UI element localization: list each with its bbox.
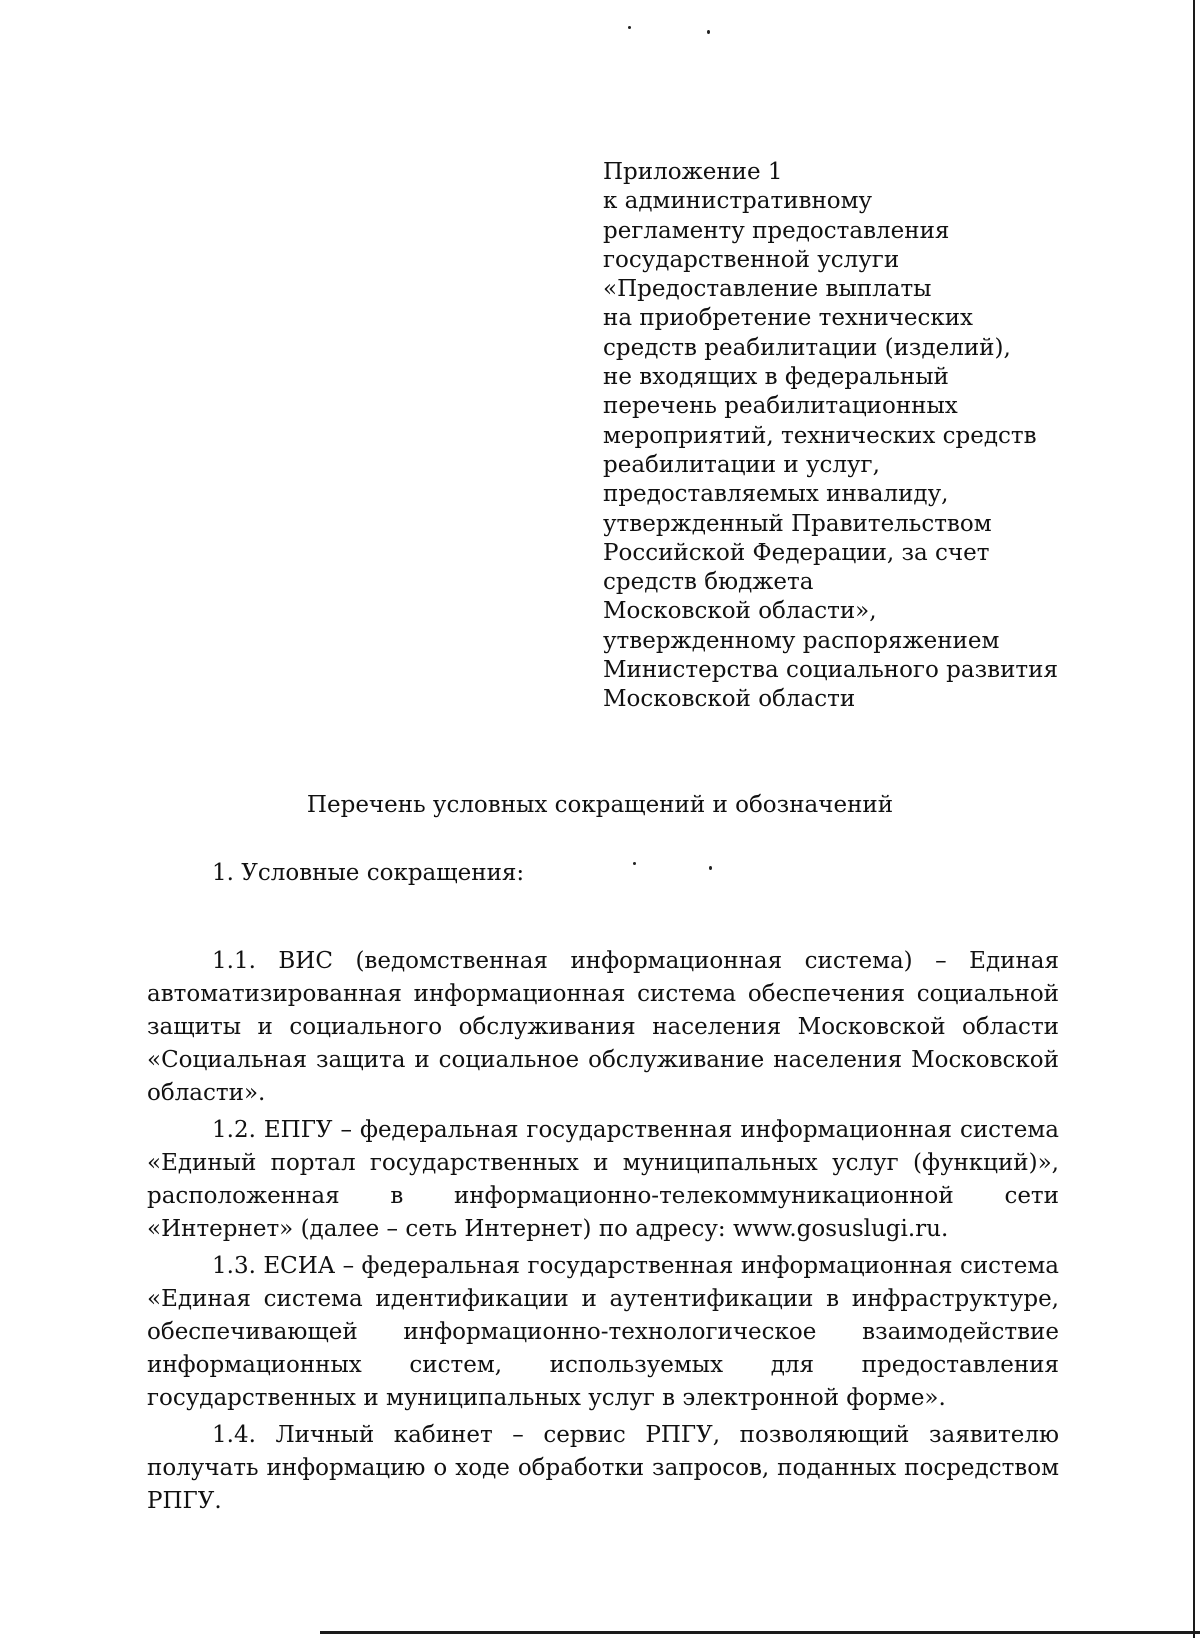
definition-item: 1.2. ЕПГУ – федеральная государственная информационная система «Единый портал государственных и муниципальных услуг (функций)», расположенная в информационно-телекоммуникационной сети «Интернет» (далее – сеть Интернет) по адресу: www.gosuslugi.ru. — [147, 1117, 1059, 1242]
appendix-line: средств реабилитации (изделий), — [603, 334, 1011, 361]
appendix-line: Московской области — [603, 686, 856, 713]
appendix-line: утвержденный Правительством — [603, 510, 992, 537]
appendix-line: Московской области», — [603, 598, 877, 625]
definition-item: 1.1. ВИС (ведомственная информационная система) – Единая автоматизированная информационная система обеспечения социальной защиты и социального обслуживания населения Московской области «Социальная защита и социальное обслуживание населения Московской области». — [147, 948, 1059, 1106]
section-heading: 1. Условные сокращения: — [212, 860, 525, 886]
definition-item: 1.4. Личный кабинет – сервис РПГУ, позволяющий заявителю получать информацию о ходе обработки запросов, поданных посредством РПГУ. — [147, 1422, 1059, 1514]
appendix-block — [603, 158, 1163, 715]
appendix-line: регламенту предоставления — [603, 217, 950, 244]
appendix-line: мероприятий, технических средств — [603, 422, 1037, 449]
scan-speck — [707, 30, 710, 34]
appendix-line: к административному — [603, 188, 873, 215]
scan-speck — [709, 866, 712, 870]
appendix-line: предоставляемых инвалиду, — [603, 481, 949, 508]
appendix-line: средств бюджета — [603, 569, 814, 596]
scan-edge-bottom — [320, 1631, 1200, 1634]
document-title: Перечень условных сокращений и обозначений — [306, 792, 894, 818]
appendix-line: государственной услуги — [603, 246, 900, 273]
definition-item: 1.3. ЕСИА – федеральная государственная информационная система «Единая система идентификации и аутентификации в инфраструктуре, обеспечивающей информационно-технологическое взаимодействие информационных систем, используемых для предоставления государственных и муниципальных услуг в электронной форме». — [147, 1253, 1059, 1411]
scan-speck — [633, 862, 636, 865]
appendix-line: на приобретение технических — [603, 305, 974, 332]
appendix-line: Российской Федерации, за счет — [603, 539, 990, 566]
appendix-line: Министерства социального развития — [603, 657, 1058, 684]
scan-speck — [628, 26, 631, 29]
appendix-line: Приложение 1 — [603, 159, 783, 185]
appendix-line: «Предоставление выплаты — [603, 276, 932, 303]
definitions-list — [147, 945, 1059, 1522]
appendix-line: утвержденному распоряжением — [603, 627, 1000, 654]
appendix-line: перечень реабилитационных — [603, 393, 958, 420]
appendix-line: реабилитации и услуг, — [603, 451, 880, 478]
appendix-line: не входящих в федеральный — [603, 364, 949, 391]
